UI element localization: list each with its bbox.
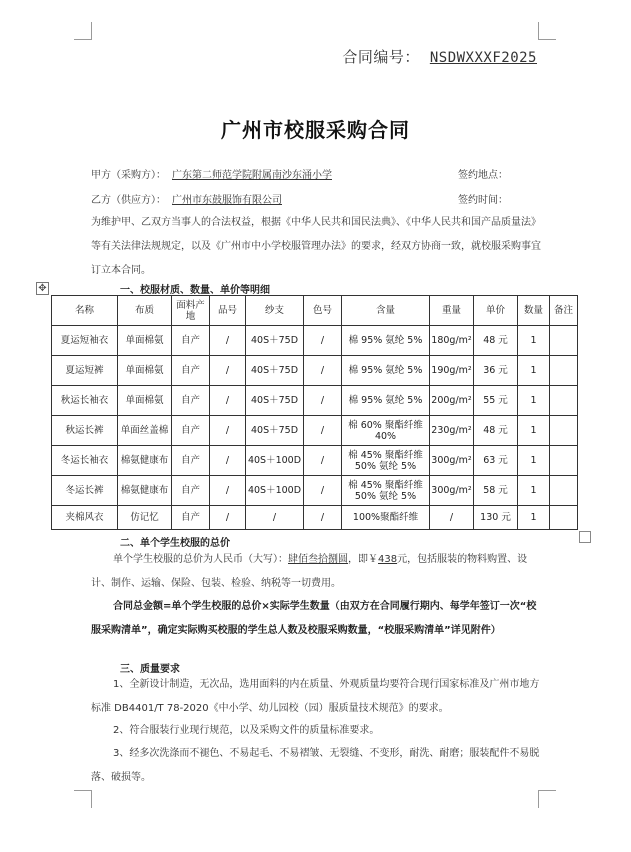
cell-remark (550, 416, 578, 446)
cell-item-no: / (210, 416, 246, 446)
header-color-no: 色号 (304, 296, 342, 326)
cell-fabric: 单面棉氨 (118, 356, 172, 386)
cell-color-no: / (304, 446, 342, 476)
cell-item-no: / (210, 506, 246, 530)
cell-origin: 自产 (172, 476, 210, 506)
cell-weight: / (430, 506, 474, 530)
total-amount-paragraph: 合同总金额=单个学生校服的总价×实际学生数量（由双方在合同履行期内、每学年签订一次“校服采购清单”，确定实际购买校服的学生总人数及校服采购数量，“校服采购清单”详见附件） (91, 601, 537, 636)
page-corner-mark-top-right (538, 22, 556, 40)
section-2-heading: 二、单个学生校服的总价 (120, 538, 230, 549)
cell-yarn: 40S＋100D (246, 476, 304, 506)
header-remark: 备注 (550, 296, 578, 326)
cell-remark (550, 386, 578, 416)
header-fabric: 布质 (118, 296, 172, 326)
cell-content: 棉 95% 氨纶 5% (342, 326, 430, 356)
table-row (52, 476, 578, 506)
cell-fabric: 棉氨健康布 (118, 476, 172, 506)
quality-item-2: 2、符合服装行业现行规范，以及采购文件的质量标准要求。 (113, 725, 380, 736)
page-corner-mark-bottom-right (538, 790, 556, 808)
uniform-items-table (51, 295, 578, 530)
cell-name: 夏运短袖衣 (52, 326, 118, 356)
table-row (52, 356, 578, 386)
cell-origin: 自产 (172, 356, 210, 386)
party-a-label: 甲方（采购方）： (91, 170, 166, 181)
cell-yarn: 40S＋75D (246, 326, 304, 356)
header-weight: 重量 (430, 296, 474, 326)
cell-price: 130 元 (474, 506, 518, 530)
cell-fabric: 单面丝盖棉 (118, 416, 172, 446)
cell-remark (550, 506, 578, 530)
unit-price-pre: 单个学生校服的总价为人民币（大写）： (113, 554, 288, 565)
quality-item-1: 1、全新设计制造，无次品，选用面料的内在质量、外观质量均要符合现行国家标准及广州市地方标准 DB4401/T 78-2020《中小学、幼儿园校（园）服质量技术规范》的要求。 (91, 679, 540, 714)
unit-price-paragraph (91, 548, 541, 596)
unit-price-amount: 438 (378, 554, 398, 565)
cell-content: 棉 45% 聚酯纤维 50% 氨纶 5% (342, 476, 430, 506)
header-item-no: 品号 (210, 296, 246, 326)
cell-origin: 自产 (172, 416, 210, 446)
cell-color-no: / (304, 386, 342, 416)
cell-name: 秋运长裤 (52, 416, 118, 446)
cell-remark (550, 476, 578, 506)
page-corner-mark-top-left (74, 22, 92, 40)
cell-price: 55 元 (474, 386, 518, 416)
party-a-value: 广东第二师范学院附属南沙东涌小学 (172, 170, 332, 181)
cell-item-no: / (210, 446, 246, 476)
document-title: 广州市校服采购合同 (221, 118, 410, 142)
sign-time-label: 签约时间： (458, 195, 508, 206)
section-1-heading: 一、校服材质、数量、单价等明细 (120, 285, 270, 296)
cell-name: 冬运长袖衣 (52, 446, 118, 476)
header-content: 含量 (342, 296, 430, 326)
cell-origin: 自产 (172, 446, 210, 476)
cell-item-no: / (210, 476, 246, 506)
party-b (91, 191, 282, 206)
party-a (91, 166, 332, 181)
unit-price-mid: ，即￥ (348, 554, 378, 565)
table-header-row (52, 296, 578, 326)
cell-weight: 300g/m² (430, 476, 474, 506)
table-row (52, 386, 578, 416)
contract-number (342, 46, 537, 67)
cell-name: 夹棉风衣 (52, 506, 118, 530)
cell-price: 58 元 (474, 476, 518, 506)
cell-quantity: 1 (518, 446, 550, 476)
header-origin: 面料产地 (172, 296, 210, 326)
cell-fabric: 仿记忆 (118, 506, 172, 530)
quality-item-3: 3、经多次洗涤而不褪色、不易起毛、不易褶皱、无裂缝、不变形，耐洗、耐磨；服装配件不易脱落、破损等。 (91, 748, 540, 783)
table-row (52, 416, 578, 446)
table-resize-handle[interactable] (579, 531, 591, 543)
cell-name: 秋运长袖衣 (52, 386, 118, 416)
unit-price-post: 元，包括服装的物料购置、设计、制作、运输、保险、包装、检验、纳税等一切费用。 (91, 554, 528, 589)
contract-number-value: NSDWXXXF2025 (429, 50, 537, 66)
party-b-value: 广州市东鼓服饰有限公司 (172, 195, 282, 206)
cell-quantity: 1 (518, 476, 550, 506)
section-3-heading: 三、质量要求 (120, 664, 180, 675)
sign-place-label: 签约地点： (458, 170, 508, 181)
cell-name: 夏运短裤 (52, 356, 118, 386)
cell-yarn: 40S＋75D (246, 386, 304, 416)
cell-price: 36 元 (474, 356, 518, 386)
header-yarn: 纱支 (246, 296, 304, 326)
cell-content: 棉 60% 聚酯纤维 40% (342, 416, 430, 446)
table-move-handle-icon[interactable]: ✥ (36, 282, 49, 295)
cell-yarn: 40S＋75D (246, 356, 304, 386)
page-corner-mark-bottom-left (74, 790, 92, 808)
cell-content: 棉 95% 氨纶 5% (342, 386, 430, 416)
header-name: 名称 (52, 296, 118, 326)
cell-fabric: 单面棉氨 (118, 326, 172, 356)
header-price: 单价 (474, 296, 518, 326)
cell-weight: 200g/m² (430, 386, 474, 416)
intro-paragraph: 为维护甲、乙双方当事人的合法权益，根据《中华人民共和国民法典》、《中华人民共和国产品质量法》等有关法律法规规定，以及《广州市中小学校服管理办法》的要求，经双方协商一致，就校服采购事宜订立本合同。 (91, 217, 541, 276)
cell-weight: 190g/m² (430, 356, 474, 386)
cell-item-no: / (210, 356, 246, 386)
cell-remark (550, 356, 578, 386)
table-row (52, 326, 578, 356)
cell-color-no: / (304, 506, 342, 530)
cell-remark (550, 326, 578, 356)
cell-price: 48 元 (474, 416, 518, 446)
cell-price: 63 元 (474, 446, 518, 476)
cell-name: 冬运长裤 (52, 476, 118, 506)
cell-content: 棉 95% 氨纶 5% (342, 356, 430, 386)
cell-weight: 300g/m² (430, 446, 474, 476)
cell-remark (550, 446, 578, 476)
party-b-label: 乙方（供应方）： (91, 195, 166, 206)
cell-fabric: 棉氨健康布 (118, 446, 172, 476)
cell-fabric: 单面棉氨 (118, 386, 172, 416)
cell-price: 48 元 (474, 326, 518, 356)
cell-weight: 230g/m² (430, 416, 474, 446)
cell-yarn: 40S＋100D (246, 446, 304, 476)
contract-number-label: 合同编号： (342, 48, 420, 66)
cell-color-no: / (304, 476, 342, 506)
cell-item-no: / (210, 326, 246, 356)
cell-quantity: 1 (518, 506, 550, 530)
cell-quantity: 1 (518, 326, 550, 356)
unit-price-amount-words: 肆佰叁拾捌圆 (288, 554, 348, 565)
cell-color-no: / (304, 356, 342, 386)
cell-color-no: / (304, 326, 342, 356)
cell-color-no: / (304, 416, 342, 446)
cell-weight: 180g/m² (430, 326, 474, 356)
cell-origin: 自产 (172, 386, 210, 416)
cell-item-no: / (210, 386, 246, 416)
cell-yarn: 40S＋75D (246, 416, 304, 446)
cell-origin: 自产 (172, 326, 210, 356)
cell-quantity: 1 (518, 386, 550, 416)
header-quantity: 数量 (518, 296, 550, 326)
cell-quantity: 1 (518, 356, 550, 386)
cell-content: 棉 45% 聚酯纤维 50% 氨纶 5% (342, 446, 430, 476)
cell-yarn: / (246, 506, 304, 530)
cell-quantity: 1 (518, 416, 550, 446)
cell-content: 100%聚酯纤维 (342, 506, 430, 530)
cell-origin: 自产 (172, 506, 210, 530)
table-row (52, 446, 578, 476)
table-row (52, 506, 578, 530)
